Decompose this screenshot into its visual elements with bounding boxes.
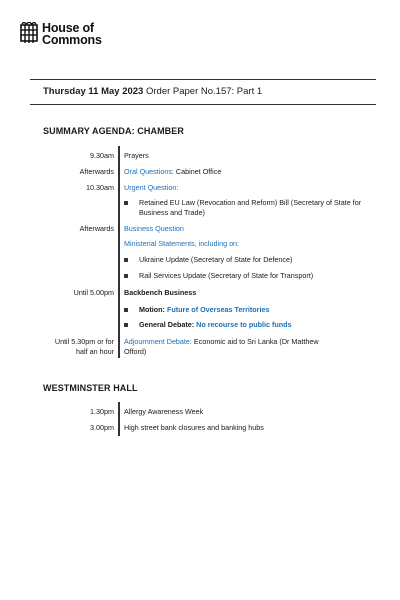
house-of-commons-logo bbox=[20, 22, 102, 46]
bullet-text bbox=[139, 320, 364, 330]
header-bottom-rule bbox=[30, 104, 376, 105]
chamber-timeline-rule bbox=[118, 146, 120, 358]
agenda-time bbox=[24, 337, 114, 357]
header-top-rule bbox=[30, 79, 376, 80]
bullet-square-icon bbox=[124, 201, 128, 205]
agenda-time: 1.30pm bbox=[90, 407, 114, 416]
bullet-square-icon bbox=[124, 258, 128, 262]
order-paper-number: Order Paper No.157: Part 1 bbox=[145, 86, 263, 97]
bullet-label: Motion: bbox=[139, 305, 165, 314]
brand-wordmark bbox=[42, 22, 102, 46]
agenda-time: 9.30am bbox=[90, 151, 114, 160]
bullet-text: Retained EU Law (Revocation and Reform) Bill (Secretary of State for Business and Trade) bbox=[139, 198, 362, 217]
agenda-item: Backbench Business bbox=[124, 288, 197, 297]
ministerial-statements-link[interactable]: Ministerial Statements, including on: bbox=[124, 239, 240, 248]
agenda-time: Afterwards bbox=[79, 167, 114, 176]
bullet-square-icon bbox=[124, 274, 128, 278]
order-paper-heading bbox=[43, 86, 262, 97]
bullet-text: Rail Services Update (Secretary of State for Transport) bbox=[139, 271, 314, 280]
agenda-time: 10.30am bbox=[86, 183, 114, 192]
order-paper-date: Thursday 11 May 2023 bbox=[43, 86, 144, 97]
adjournment-debate-link[interactable]: Adjournment Debate: bbox=[124, 337, 192, 346]
agenda-time: Afterwards bbox=[79, 224, 114, 233]
agenda-item: High street bank closures and banking hubs bbox=[124, 423, 264, 432]
agenda-item bbox=[124, 167, 359, 177]
bullet-square-icon bbox=[124, 323, 128, 327]
agenda-time-line-1: Until 5.30pm or for bbox=[54, 337, 114, 346]
westminster-timeline-rule bbox=[118, 402, 120, 436]
agenda-time-line-2: half an hour bbox=[76, 347, 114, 356]
westminster-hall-section-title: WESTMINSTER HALL bbox=[43, 383, 138, 393]
brand-line-1: House of bbox=[42, 21, 94, 35]
oral-questions-link[interactable]: Oral Questions: bbox=[124, 167, 174, 176]
agenda-item: Prayers bbox=[124, 151, 149, 160]
agenda-item: Allergy Awareness Week bbox=[124, 407, 204, 416]
agenda-item-text: Economic aid to Sri Lanka (Dr Matthew bbox=[191, 337, 319, 346]
agenda-item-text: Cabinet Office bbox=[173, 167, 222, 176]
bullet-text: Ukraine Update (Secretary of State for Defence) bbox=[139, 255, 293, 264]
bullet-square-icon bbox=[124, 308, 128, 312]
agenda-time: Until 5.00pm bbox=[73, 288, 114, 297]
urgent-question-link[interactable]: Urgent Question: bbox=[124, 183, 179, 192]
brand-line-2: Commons bbox=[42, 33, 102, 47]
business-question-link[interactable]: Business Question bbox=[124, 224, 184, 233]
general-debate-link[interactable]: No recourse to public funds bbox=[196, 320, 292, 329]
agenda-time: 3.00pm bbox=[90, 423, 114, 432]
agenda-item bbox=[124, 337, 359, 357]
bullet-label: General Debate: bbox=[139, 320, 195, 329]
chamber-section-title: SUMMARY AGENDA: CHAMBER bbox=[43, 126, 184, 136]
agenda-item-text-2: Offord) bbox=[124, 347, 147, 356]
motion-link[interactable]: Future of Overseas Territories bbox=[166, 305, 270, 314]
bullet-text bbox=[139, 305, 364, 315]
portcullis-icon bbox=[20, 22, 38, 44]
